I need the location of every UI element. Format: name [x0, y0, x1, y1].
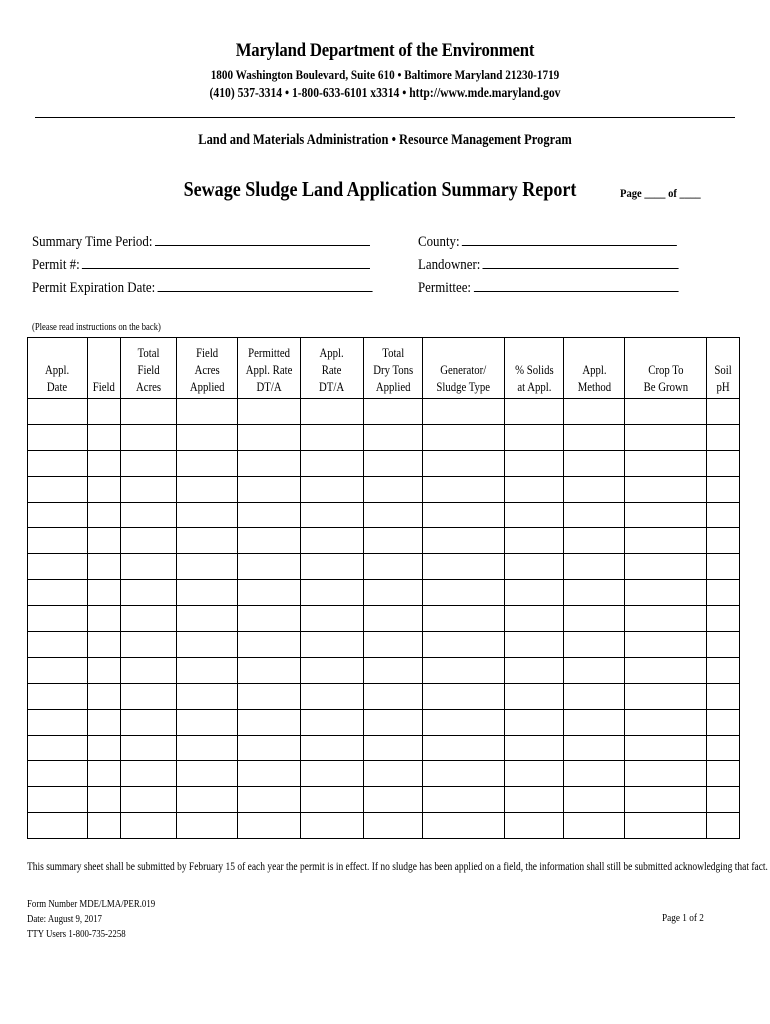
table-cell[interactable]: [423, 399, 505, 425]
table-cell[interactable]: [505, 580, 564, 606]
table-cell[interactable]: [28, 502, 88, 528]
table-cell[interactable]: [177, 657, 238, 683]
table-cell[interactable]: [625, 424, 707, 450]
table-cell[interactable]: [177, 476, 238, 502]
table-cell[interactable]: [423, 424, 505, 450]
table-cell[interactable]: [177, 632, 238, 658]
table-cell[interactable]: [301, 813, 364, 839]
table-cell[interactable]: [177, 787, 238, 813]
table-cell[interactable]: [301, 528, 364, 554]
table-cell[interactable]: [707, 735, 740, 761]
table-cell[interactable]: [564, 709, 625, 735]
table-cell[interactable]: [177, 709, 238, 735]
column-header-label: Appl. Date: [45, 363, 70, 394]
table-row: [28, 528, 740, 554]
table-row: [28, 399, 740, 425]
table-cell[interactable]: [564, 657, 625, 683]
table-cell[interactable]: [625, 761, 707, 787]
table-cell[interactable]: [301, 787, 364, 813]
table-cell[interactable]: [364, 476, 423, 502]
table-cell[interactable]: [301, 657, 364, 683]
table-cell[interactable]: [707, 554, 740, 580]
summary-time-period-label: Summary Time Period:: [32, 234, 153, 250]
table-cell[interactable]: [28, 450, 88, 476]
table-cell[interactable]: [238, 683, 301, 709]
column-header: [505, 338, 564, 399]
permittee-field[interactable]: [418, 277, 678, 297]
column-header: [121, 338, 177, 399]
table-row: [28, 683, 740, 709]
table-cell[interactable]: [28, 399, 88, 425]
table-cell[interactable]: [177, 606, 238, 632]
table-cell[interactable]: [423, 450, 505, 476]
table-cell[interactable]: [423, 580, 505, 606]
table-cell[interactable]: [423, 813, 505, 839]
table-cell[interactable]: [707, 632, 740, 658]
table-cell[interactable]: [564, 528, 625, 554]
table-cell[interactable]: [88, 606, 121, 632]
landowner-input[interactable]: [483, 254, 679, 269]
table-row: [28, 606, 740, 632]
table-row: [28, 813, 740, 839]
table-cell[interactable]: [121, 657, 177, 683]
table-cell[interactable]: [364, 580, 423, 606]
table-row: [28, 761, 740, 787]
table-cell[interactable]: [625, 709, 707, 735]
table-cell[interactable]: [423, 683, 505, 709]
report-title: Sewage Sludge Land Application Summary Report: [183, 177, 577, 201]
table-cell[interactable]: [707, 450, 740, 476]
table-cell[interactable]: [301, 580, 364, 606]
column-header: [423, 338, 505, 399]
table-cell[interactable]: [28, 424, 88, 450]
table-cell[interactable]: [423, 606, 505, 632]
table-cell[interactable]: [707, 787, 740, 813]
table-cell[interactable]: [364, 761, 423, 787]
column-header: [88, 338, 121, 399]
column-header-label: Total Field Acres: [135, 346, 162, 394]
program-name: Land and Materials Administration • Resource Management Program: [198, 132, 572, 148]
table-cell[interactable]: [707, 606, 740, 632]
column-header: [238, 338, 301, 399]
table-cell[interactable]: [177, 683, 238, 709]
submission-note: This summary sheet shall be submitted by February 15 of each year the permit is in effect. If no sludge has been applied on a field, the information shall still be submitted acknowledging that fact.: [27, 859, 768, 873]
table-cell[interactable]: [707, 580, 740, 606]
table-cell[interactable]: [28, 787, 88, 813]
table-cell[interactable]: [28, 528, 88, 554]
table-cell[interactable]: [177, 450, 238, 476]
table-cell[interactable]: [238, 813, 301, 839]
table-cell[interactable]: [28, 709, 88, 735]
column-header-label: Generator/ Sludge Type: [436, 363, 491, 394]
table-cell[interactable]: [707, 476, 740, 502]
table-cell[interactable]: [423, 528, 505, 554]
table-cell[interactable]: [564, 502, 625, 528]
table-cell[interactable]: [707, 761, 740, 787]
form-number: Form Number MDE/LMA/PER.019: [27, 899, 156, 910]
page-number-field[interactable]: Page ____ of ____: [620, 186, 701, 200]
table-cell[interactable]: [625, 554, 707, 580]
table-cell[interactable]: [364, 683, 423, 709]
table-cell[interactable]: [505, 424, 564, 450]
table-cell[interactable]: [423, 632, 505, 658]
column-header-label: Crop To Be Grown: [643, 363, 688, 394]
table-cell[interactable]: [121, 502, 177, 528]
table-cell[interactable]: [28, 476, 88, 502]
table-cell[interactable]: [301, 735, 364, 761]
table-cell[interactable]: [177, 735, 238, 761]
permit-number-field[interactable]: [32, 254, 370, 274]
header-divider: [35, 117, 735, 118]
permit-number-input[interactable]: [82, 254, 370, 269]
table-row: [28, 580, 740, 606]
column-header-label: Field Acres Applied: [189, 346, 225, 394]
table-cell[interactable]: [177, 528, 238, 554]
table-cell[interactable]: [28, 657, 88, 683]
table-cell[interactable]: [505, 761, 564, 787]
table-cell[interactable]: [121, 761, 177, 787]
table-cell[interactable]: [564, 761, 625, 787]
table-cell[interactable]: [364, 657, 423, 683]
table-cell[interactable]: [121, 450, 177, 476]
table-cell[interactable]: [301, 476, 364, 502]
table-cell[interactable]: [564, 735, 625, 761]
table-cell[interactable]: [564, 580, 625, 606]
table-cell[interactable]: [625, 657, 707, 683]
table-cell[interactable]: [364, 502, 423, 528]
table-cell[interactable]: [564, 632, 625, 658]
table-cell[interactable]: [625, 450, 707, 476]
table-cell[interactable]: [564, 399, 625, 425]
table-cell[interactable]: [238, 632, 301, 658]
table-cell[interactable]: [625, 735, 707, 761]
table-cell[interactable]: [505, 399, 564, 425]
instructions-note: (Please read instructions on the back): [32, 322, 161, 333]
table-cell[interactable]: [505, 813, 564, 839]
table-cell[interactable]: [364, 606, 423, 632]
table-cell[interactable]: [238, 450, 301, 476]
table-cell[interactable]: [625, 787, 707, 813]
table-cell[interactable]: [28, 813, 88, 839]
county-field[interactable]: [418, 231, 677, 251]
form-date: Date: August 9, 2017: [27, 914, 102, 925]
table-cell[interactable]: [88, 580, 121, 606]
column-header-label: Permitted Appl. Rate DT/A: [245, 346, 293, 394]
table-cell[interactable]: [707, 528, 740, 554]
table-cell[interactable]: [505, 657, 564, 683]
table-cell[interactable]: [301, 761, 364, 787]
table-cell[interactable]: [88, 528, 121, 554]
summary-time-period-input[interactable]: [155, 231, 370, 246]
table-cell[interactable]: [423, 554, 505, 580]
table-cell[interactable]: [121, 580, 177, 606]
table-cell[interactable]: [121, 735, 177, 761]
permit-expiration-label: Permit Expiration Date:: [32, 280, 156, 296]
table-cell[interactable]: [177, 424, 238, 450]
table-cell[interactable]: [564, 606, 625, 632]
table-cell[interactable]: [88, 813, 121, 839]
table-cell[interactable]: [238, 735, 301, 761]
column-header-label: Appl. Method: [577, 363, 611, 394]
table-cell[interactable]: [121, 424, 177, 450]
table-cell[interactable]: [121, 606, 177, 632]
column-header-label: Appl. Rate DT/A: [319, 346, 345, 394]
table-cell[interactable]: [238, 657, 301, 683]
table-cell[interactable]: [301, 424, 364, 450]
table-cell[interactable]: [364, 632, 423, 658]
table-row: [28, 450, 740, 476]
table-cell[interactable]: [28, 735, 88, 761]
table-cell[interactable]: [625, 528, 707, 554]
table-cell[interactable]: [121, 709, 177, 735]
table-cell[interactable]: [121, 476, 177, 502]
table-cell[interactable]: [707, 683, 740, 709]
organization-address: 1800 Washington Boulevard, Suite 610 • Baltimore Maryland 21230-1719: [210, 67, 560, 82]
table-cell[interactable]: [505, 528, 564, 554]
table-cell[interactable]: [364, 424, 423, 450]
table-cell[interactable]: [505, 476, 564, 502]
table-cell[interactable]: [423, 735, 505, 761]
application-summary-table: [27, 337, 740, 839]
county-input[interactable]: [462, 231, 677, 246]
permit-expiration-field[interactable]: [32, 277, 373, 297]
table-cell[interactable]: [121, 632, 177, 658]
tty-number: TTY Users 1-800-735-2258: [27, 929, 126, 940]
table-cell[interactable]: [423, 761, 505, 787]
permit-number-label: Permit #:: [32, 257, 80, 273]
table-row: [28, 735, 740, 761]
permittee-input[interactable]: [474, 277, 679, 292]
table-cell[interactable]: [238, 787, 301, 813]
column-header: [177, 338, 238, 399]
table-cell[interactable]: [177, 580, 238, 606]
table-cell[interactable]: [238, 606, 301, 632]
table-row: [28, 632, 740, 658]
table-cell[interactable]: [364, 450, 423, 476]
table-cell[interactable]: [625, 502, 707, 528]
table-cell[interactable]: [88, 657, 121, 683]
table-cell[interactable]: [238, 399, 301, 425]
table-cell[interactable]: [88, 399, 121, 425]
table-cell[interactable]: [301, 606, 364, 632]
table-cell[interactable]: [28, 761, 88, 787]
table-cell[interactable]: [88, 476, 121, 502]
table-cell[interactable]: [301, 554, 364, 580]
table-cell[interactable]: [364, 554, 423, 580]
table-cell[interactable]: [505, 606, 564, 632]
table-cell[interactable]: [238, 580, 301, 606]
table-cell[interactable]: [177, 761, 238, 787]
table-cell[interactable]: [564, 476, 625, 502]
table-cell[interactable]: [625, 580, 707, 606]
column-header-label: Field: [92, 380, 116, 394]
table-cell[interactable]: [364, 787, 423, 813]
column-header-label: % Solids at Appl.: [514, 363, 554, 394]
table-cell[interactable]: [423, 657, 505, 683]
table-cell[interactable]: [364, 709, 423, 735]
table-cell[interactable]: [364, 735, 423, 761]
table-cell[interactable]: [177, 813, 238, 839]
table-cell[interactable]: [423, 787, 505, 813]
table-cell[interactable]: [505, 787, 564, 813]
table-row: [28, 502, 740, 528]
table-cell[interactable]: [301, 709, 364, 735]
table-cell[interactable]: [121, 813, 177, 839]
table-cell[interactable]: [564, 683, 625, 709]
column-header-label: Soil pH: [714, 363, 732, 394]
column-header: [625, 338, 707, 399]
table-cell[interactable]: [564, 424, 625, 450]
table-cell[interactable]: [121, 787, 177, 813]
table-cell[interactable]: [707, 709, 740, 735]
table-cell[interactable]: [28, 554, 88, 580]
organization-contact: (410) 537-3314 • 1-800-633-6101 x3314 • http://www.mde.maryland.gov: [209, 85, 561, 100]
form-info: [27, 897, 155, 942]
column-header: [707, 338, 740, 399]
table-cell[interactable]: [88, 502, 121, 528]
table-cell[interactable]: [707, 424, 740, 450]
table-cell[interactable]: [707, 657, 740, 683]
table-cell[interactable]: [423, 476, 505, 502]
table-cell[interactable]: [88, 683, 121, 709]
table-cell[interactable]: [88, 450, 121, 476]
table-row: [28, 424, 740, 450]
table-cell[interactable]: [423, 502, 505, 528]
table-cell[interactable]: [121, 554, 177, 580]
table-cell[interactable]: [625, 399, 707, 425]
table-cell[interactable]: [505, 735, 564, 761]
table-cell[interactable]: [88, 709, 121, 735]
organization-name: Maryland Department of the Environment: [235, 40, 535, 61]
table-cell[interactable]: [238, 709, 301, 735]
table-cell[interactable]: [364, 528, 423, 554]
table-cell[interactable]: [88, 632, 121, 658]
table-cell[interactable]: [177, 554, 238, 580]
table-cell[interactable]: [177, 502, 238, 528]
table-cell[interactable]: [121, 528, 177, 554]
table-cell[interactable]: [364, 399, 423, 425]
table-cell[interactable]: [301, 502, 364, 528]
table-cell[interactable]: [505, 632, 564, 658]
county-label: County:: [418, 234, 460, 250]
table-cell[interactable]: [564, 450, 625, 476]
table-cell[interactable]: [505, 502, 564, 528]
table-cell[interactable]: [28, 580, 88, 606]
table-row: [28, 657, 740, 683]
table-cell[interactable]: [238, 476, 301, 502]
permit-expiration-input[interactable]: [158, 277, 373, 292]
table-cell[interactable]: [707, 813, 740, 839]
column-header: [564, 338, 625, 399]
column-header: [364, 338, 423, 399]
table-cell[interactable]: [88, 735, 121, 761]
table-cell[interactable]: [88, 554, 121, 580]
permittee-label: Permittee:: [418, 280, 472, 296]
summary-time-period-field[interactable]: [32, 231, 370, 251]
table-cell[interactable]: [625, 476, 707, 502]
table-cell[interactable]: [505, 709, 564, 735]
table-cell[interactable]: [707, 502, 740, 528]
table-cell[interactable]: [625, 683, 707, 709]
table-cell[interactable]: [28, 632, 88, 658]
table-row: [28, 787, 740, 813]
table-cell[interactable]: [505, 450, 564, 476]
landowner-field[interactable]: [418, 254, 679, 274]
table-cell[interactable]: [238, 761, 301, 787]
table-cell[interactable]: [177, 399, 238, 425]
table-row: [28, 554, 740, 580]
table-cell[interactable]: [88, 424, 121, 450]
table-cell[interactable]: [28, 683, 88, 709]
landowner-label: Landowner:: [418, 257, 481, 273]
table-cell[interactable]: [121, 399, 177, 425]
table-cell[interactable]: [625, 606, 707, 632]
table-cell[interactable]: [238, 502, 301, 528]
table-cell[interactable]: [707, 399, 740, 425]
page-indicator: Page 1 of 2: [662, 912, 704, 924]
table-cell[interactable]: [28, 606, 88, 632]
table-cell[interactable]: [564, 787, 625, 813]
table-cell[interactable]: [505, 683, 564, 709]
table-cell[interactable]: [505, 554, 564, 580]
table-cell[interactable]: [423, 709, 505, 735]
table-cell[interactable]: [301, 450, 364, 476]
table-cell[interactable]: [88, 761, 121, 787]
table-cell[interactable]: [88, 787, 121, 813]
table-cell[interactable]: [364, 813, 423, 839]
table-cell[interactable]: [301, 632, 364, 658]
table-cell[interactable]: [121, 683, 177, 709]
column-header-label: Total Dry Tons Applied: [373, 346, 413, 394]
table-header-row: [28, 338, 740, 399]
column-header: [28, 338, 88, 399]
table-cell[interactable]: [625, 813, 707, 839]
table-cell[interactable]: [238, 424, 301, 450]
table-cell[interactable]: [301, 399, 364, 425]
column-header: [301, 338, 364, 399]
table-cell[interactable]: [625, 632, 707, 658]
table-cell[interactable]: [564, 554, 625, 580]
table-cell[interactable]: [238, 554, 301, 580]
table-cell[interactable]: [301, 683, 364, 709]
table-row: [28, 709, 740, 735]
table-cell[interactable]: [238, 528, 301, 554]
table-row: [28, 476, 740, 502]
table-cell[interactable]: [564, 813, 625, 839]
